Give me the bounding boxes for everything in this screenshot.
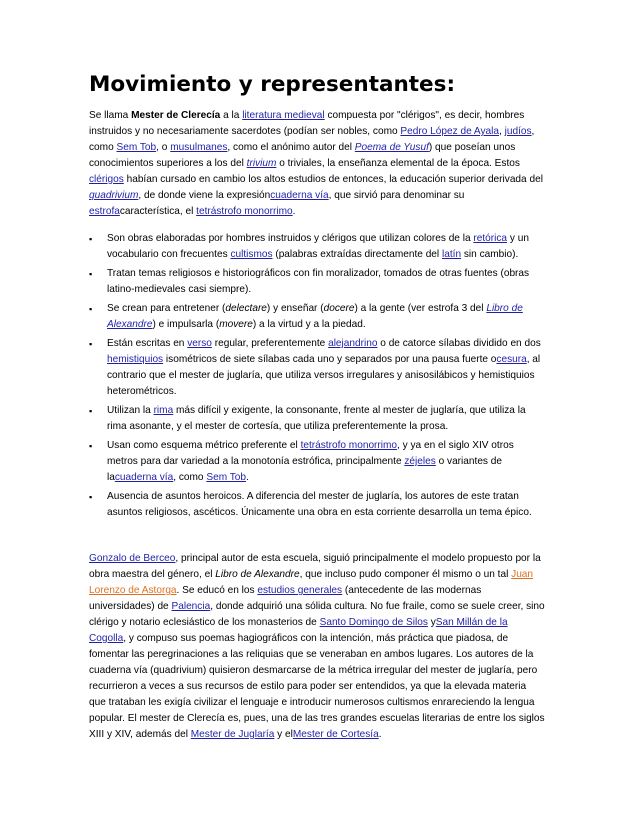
text-run: regular, preferentemente bbox=[211, 338, 329, 349]
text-run: isométricos de siete sílabas cada uno y separados por una pausa fuerte o bbox=[163, 354, 497, 365]
link-retorica[interactable]: retórica bbox=[473, 233, 508, 244]
link-tetrastrofo-monorrimo[interactable]: tetrástrofo monorrimo bbox=[196, 206, 293, 217]
text-run: , como bbox=[89, 126, 535, 153]
link-cultismos[interactable]: cultismos bbox=[230, 249, 273, 260]
text-run: y bbox=[427, 617, 436, 628]
text-run: o variantes de la bbox=[107, 456, 503, 483]
link-juan-lorenzo-de-astorga[interactable]: Juan Lorenzo de Astorga bbox=[89, 569, 534, 596]
text-run: , principal autor de esta escuela, siguió principalmente el modelo propuesto por la obra maestra del género, el bbox=[89, 553, 541, 580]
link-libro-de-alexandre[interactable]: Libro de Alexandre bbox=[107, 303, 523, 330]
link-cesura[interactable]: cesura bbox=[496, 354, 527, 365]
link-palencia[interactable]: Palencia bbox=[171, 601, 211, 612]
link-pedro-lopez-de-ayala[interactable]: Pedro López de Ayala bbox=[400, 126, 499, 137]
italic-text: movere bbox=[219, 319, 253, 330]
link-verso[interactable]: verso bbox=[187, 338, 212, 349]
text-run: Usan como esquema métrico preferente el bbox=[107, 440, 301, 451]
link-literatura-medieval[interactable]: literatura medieval bbox=[242, 110, 325, 121]
text-run: Se crean para entretener ( bbox=[107, 303, 226, 314]
list-item bbox=[89, 489, 545, 521]
text-run: . Se educó en los bbox=[176, 585, 258, 596]
text-run: ) y enseñar ( bbox=[266, 303, 324, 314]
link-zejeles[interactable]: zéjeles bbox=[404, 456, 436, 467]
text-run: , donde adquirió una sólida cultura. No fue fraile, como se suele creer, sino clérigo y notario eclesiástico de los monasterios de bbox=[89, 601, 545, 628]
text-run: habían cursado en cambio los altos estudios de entonces, la educación superior derivada del bbox=[123, 174, 543, 185]
berceo-paragraph bbox=[89, 551, 545, 743]
link-clerigos[interactable]: clérigos bbox=[89, 174, 124, 185]
link-gonzalo-de-berceo[interactable]: Gonzalo de Berceo bbox=[89, 553, 176, 564]
italic-text: docere bbox=[323, 303, 355, 314]
text-run: y el bbox=[274, 729, 293, 740]
link-trivium[interactable]: trivium bbox=[246, 158, 277, 169]
link-judios[interactable]: judíos bbox=[504, 126, 532, 137]
text-run: , y compuso sus poemas hagiográficos con la intención, más práctica que piadosa, de fomentar las peregrinaciones a las reliquias que se veneraban en ambos lugares. Los autores de la cuaderna vía (quadrivium) quisieron desmarcarse de la métrica irregular del mester de juglaría, pero recurrieron a veces a sus recursos de estilo para poder ser entendidos, ya que la elevada materia que trataban les exigía civilizar el lenguaje e introducir numerosos cultismos enrareciendo la lengua popular. El mester de Clerecía es, pues, una de las tres grandes escuelas literarias de entre los siglos XIII y XIV, además del bbox=[89, 633, 545, 740]
link-alejandrino[interactable]: alejandrino bbox=[328, 338, 378, 349]
link-cuaderna-via[interactable]: cuaderna vía bbox=[114, 472, 174, 483]
text-run: (palabras extraídas directamente del bbox=[272, 249, 442, 260]
text-run: ) e impulsarla ( bbox=[152, 319, 220, 330]
text-run: y un vocabulario con frecuentes bbox=[107, 233, 529, 260]
text-run: ) que poseían unos conocimientos superiores a los del bbox=[89, 142, 516, 169]
link-cuaderna-via[interactable]: cuaderna vía bbox=[270, 190, 329, 201]
list-item bbox=[89, 301, 545, 333]
list-item bbox=[89, 438, 545, 486]
text-run: Se llama bbox=[89, 110, 132, 121]
list-item bbox=[89, 403, 545, 435]
text-run: , o bbox=[156, 142, 171, 153]
text-run: o triviales, la enseñanza elemental de la época. Estos bbox=[276, 158, 520, 169]
intro-paragraph bbox=[89, 108, 545, 220]
text-run: más difícil y exigente, la consonante, frente al mester de juglaría, que utiliza la rima asonante, y el mester de cortesía, que utiliza preferentemente la prosa. bbox=[107, 405, 526, 432]
text-run: . bbox=[246, 472, 249, 483]
link-estudios-generales[interactable]: estudios generales bbox=[257, 585, 343, 596]
link-mester-de-cortesia[interactable]: Mester de Cortesía bbox=[292, 729, 379, 740]
link-latin[interactable]: latín bbox=[441, 249, 462, 260]
text-run: , como el anónimo autor del bbox=[227, 142, 355, 153]
text-run: ) a la gente (ver estrofa 3 del bbox=[354, 303, 487, 314]
text-run: característica, el bbox=[119, 206, 197, 217]
text-run: . bbox=[378, 729, 382, 740]
text-run: , que incluso pudo componer él mismo o un tal bbox=[299, 569, 512, 580]
text-run: o de catorce sílabas dividido en dos bbox=[377, 338, 541, 349]
list-item bbox=[89, 266, 545, 298]
link-estrofa[interactable]: estrofa bbox=[89, 206, 120, 217]
link-musulmanes[interactable]: musulmanes bbox=[170, 142, 228, 153]
link-rima[interactable]: rima bbox=[153, 405, 174, 416]
link-sem-tob[interactable]: Sem Tob bbox=[116, 142, 157, 153]
text-run: , que sirvió para denominar su bbox=[328, 190, 465, 201]
text-run: Tratan temas religiosos e historiográficos con fin moralizador, tomados de otras fuentes (obras latino-medievales casi siempre). bbox=[107, 268, 530, 295]
section-heading: Movimiento y representantes: bbox=[89, 72, 456, 97]
text-run: sin cambio). bbox=[461, 249, 519, 260]
features-list bbox=[89, 231, 545, 521]
italic-text: delectare bbox=[225, 303, 267, 314]
text-run: Están escritas en bbox=[107, 338, 188, 349]
text-run: compuesta por "clérigos", es decir, hombres instruidos y no necesariamente sacerdotes (podían ser nobles, como bbox=[89, 110, 525, 137]
text-run: , bbox=[499, 126, 505, 137]
italic-text: Libro de Alexandre bbox=[215, 569, 300, 580]
text-run: Utilizan la bbox=[107, 405, 154, 416]
bold-term: Mester de Clerecía bbox=[131, 110, 221, 121]
link-quadrivium[interactable]: quadrivium bbox=[89, 190, 139, 201]
text-run: (antecedente de las modernas universidades) de bbox=[89, 585, 482, 612]
text-run: Ausencia de asuntos heroicos. A diferencia del mester de juglaría, los autores de este tratan asuntos religiosos, ascéticos. Únicamente una obra en esta corriente desarrolla un tema épico. bbox=[107, 491, 532, 518]
text-run: , al contrario que el mester de juglaría, que utiliza versos irregulares y anisosilábicos y hemistiquios heterométricos. bbox=[107, 354, 541, 397]
text-run: , y ya en el siglo XIV otros metros para dar variedad a la monotonía estrófica, principalmente bbox=[107, 440, 514, 467]
text-run: , como bbox=[173, 472, 207, 483]
text-run: a la bbox=[220, 110, 243, 121]
text-run: ) a la virtud y a la piedad. bbox=[252, 319, 366, 330]
list-item bbox=[89, 336, 545, 400]
link-mester-de-juglaria[interactable]: Mester de Juglaría bbox=[190, 729, 275, 740]
list-item bbox=[89, 231, 545, 263]
text-run: , de donde viene la expresión bbox=[138, 190, 271, 201]
link-san-millan-de-la-cogolla[interactable]: San Millán de la Cogolla bbox=[89, 617, 508, 644]
link-sem-tob[interactable]: Sem Tob bbox=[206, 472, 246, 483]
link-poema-de-yusuf[interactable]: Poema de Yusuf bbox=[354, 142, 429, 153]
text-run: Son obras elaboradas por hombres instruidos y clérigos que utilizan colores de la bbox=[107, 233, 474, 244]
link-santo-domingo-de-silos[interactable]: Santo Domingo de Silos bbox=[319, 617, 428, 628]
link-hemistiquios[interactable]: hemistiquios bbox=[107, 354, 164, 365]
link-tetrastrofo-monorrimo[interactable]: tetrástrofo monorrimo bbox=[300, 440, 398, 451]
text-run: . bbox=[292, 206, 296, 217]
